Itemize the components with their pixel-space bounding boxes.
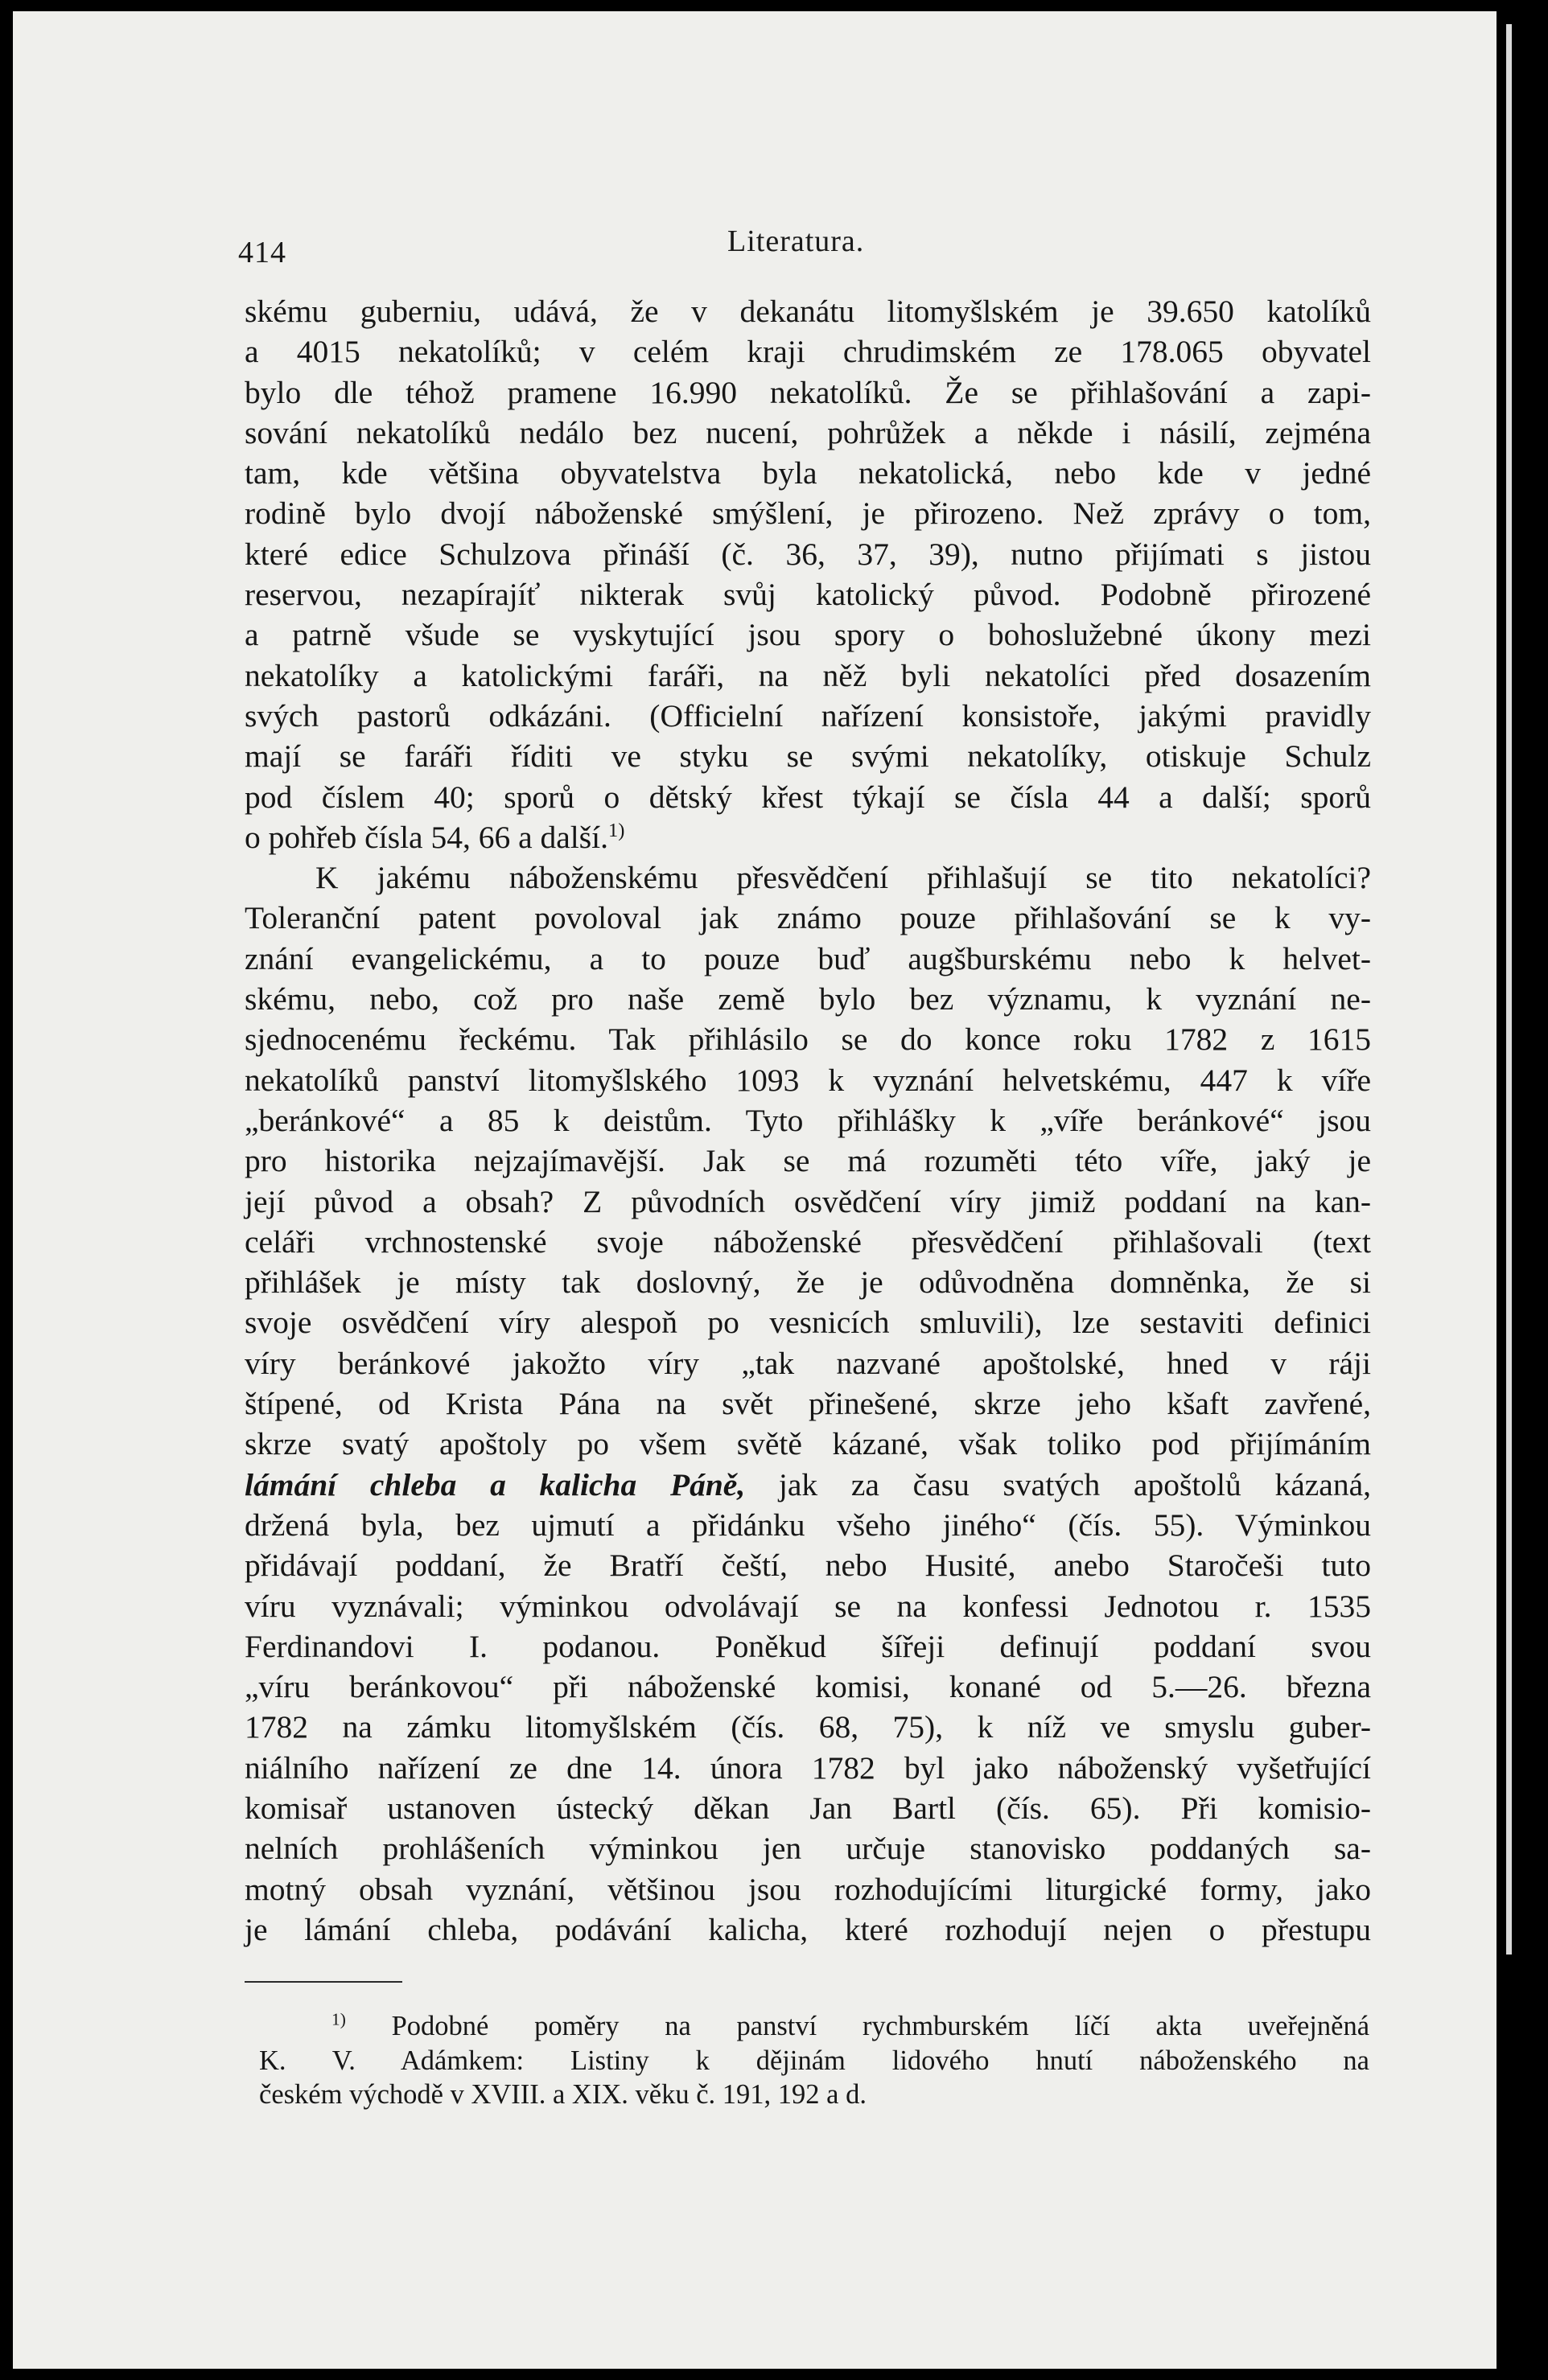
- text-line: motný obsah vyznání, většinou jsou rozhodujícími liturgické formy, jako: [245, 1871, 1371, 1907]
- text-line: sování nekatolíků nedálo bez nucení, pohrůžek a někde i násilí, zejména: [245, 414, 1371, 450]
- text-line: rodině bylo dvojí náboženské smýšlení, je přirozeno. Než zprávy o tom,: [245, 495, 1371, 532]
- text-line: skrze svatý apoštoly po všem světě kázané, však toliko pod přijímáním: [245, 1426, 1371, 1462]
- footnote-reference: 1): [607, 819, 625, 841]
- text-line: víru vyznávali; výminkou odvolávají se na konfessi Jednotou r. 1535: [245, 1588, 1371, 1624]
- text-line: pro historika nejzajímavější. Jak se má rozuměti této víře, jaký je: [245, 1143, 1371, 1179]
- footnote-text: Podobné poměry na panství rychmburském líčí akta uveřejněná: [391, 2011, 1370, 2041]
- text-line-with-emphasis: [245, 1465, 1371, 1505]
- text-line: „beránkové“ a 85 k deistům. Tyto přihlášky k „víře beránkové“ jsou: [245, 1102, 1371, 1138]
- text-line: celáři vrchnostenské svoje náboženské přesvědčení přihlašovali (text: [245, 1223, 1371, 1260]
- text-line: tam, kde většina obyvatelstva byla nekatolická, nebo kde v jedné: [245, 455, 1371, 491]
- running-header: [238, 224, 1368, 272]
- text-line: skému, nebo, což pro naše země bylo bez významu, k vyznání ne-: [245, 981, 1371, 1017]
- text-line-continuation: jak za času svatých apoštolů kázaná,: [745, 1466, 1371, 1502]
- text-line: které edice Schulzova přináší (č. 36, 37, 39), nutno přijímati s jistou: [245, 536, 1371, 572]
- text-line: štípené, od Krista Pána na svět přinešené, skrze jeho kšaft zavřené,: [245, 1386, 1371, 1422]
- text-line: niálního nařízení ze dne 14. února 1782 byl jako náboženský vyšetřující: [245, 1749, 1371, 1786]
- running-title: Literatura.: [727, 224, 865, 258]
- text-line: svoje osvědčení víry alespoň po vesnicích smluvili), lze sestaviti definici: [245, 1305, 1371, 1341]
- text-line: o pohřeb čísla 54, 66 a další.: [245, 819, 608, 855]
- text-line: nelních prohlášeních výminkou jen určuje stanovisko poddaných sa-: [245, 1831, 1371, 1867]
- text-line: „víru beránkovou“ při náboženské komisi, konané od 5.—26. března: [245, 1669, 1371, 1705]
- text-line: přidávají poddaní, že Bratří čeští, nebo Husité, anebo Staročeši tuto: [245, 1548, 1371, 1584]
- text-line: její původ a obsah? Z původních osvědčení víry jimiž poddaní na kan-: [245, 1183, 1371, 1219]
- text-line: mají se faráři říditi ve styku se svými nekatolíky, otiskuje Schulz: [245, 738, 1371, 775]
- text-line: Toleranční patent povoloval jak známo pouze přihlašování se k vy-: [245, 900, 1371, 936]
- page-number: 414: [238, 236, 286, 269]
- text-line: Ferdinandovi I. podanou. Poněkud šířeji definují poddaní svou: [245, 1628, 1371, 1664]
- scan-edge: [1506, 24, 1512, 1955]
- body-text: [245, 291, 1371, 1950]
- footnote-line: [259, 2009, 1369, 2044]
- text-line: sjednocenému řeckému. Tak přihlásilo se do konce roku 1782 z 1615: [245, 1021, 1371, 1058]
- footnotes: [259, 2009, 1369, 2112]
- text-line: pod číslem 40; sporů o dětský křest týkají se čísla 44 a další; sporů: [245, 779, 1371, 815]
- footnote-line: K. V. Adámkem: Listiny k dějinám lidového hnutí náboženského na: [259, 2045, 1369, 2076]
- paragraph-end-line: [245, 817, 1371, 857]
- text-line: 1782 na zámku litomyšlském (čís. 68, 75), k níž ve smyslu guber-: [245, 1709, 1371, 1745]
- text-line: skému guberniu, udává, že v dekanátu litomyšlském je 39.650 katolíků: [245, 294, 1371, 329]
- paragraph-start-line: K jakému náboženskému přesvědčení přihlašují se tito nekatolíci?: [315, 860, 1371, 896]
- footnote-divider: [245, 1981, 402, 1983]
- text-line: reservou, nezapírajíť nikterak svůj katolický původ. Podobně přirozené: [245, 577, 1371, 613]
- text-line: a patrně všude se vyskytující jsou spory o bohoslužebné úkony mezi: [245, 617, 1371, 653]
- text-line: je lámání chleba, podávání kalicha, které rozhodují nejen o přestupu: [245, 1911, 1371, 1947]
- footnote-line: českém východě v XVIII. a XIX. věku č. 191, 192 a d.: [259, 2079, 867, 2110]
- text-line: nekatolíků panství litomyšlského 1093 k vyznání helvetskému, 447 k víře: [245, 1062, 1371, 1098]
- text-line: znání evangelickému, a to pouze buď augšburskému nebo k helvet-: [245, 940, 1371, 976]
- text-line: komisař ustanoven ústecký děkan Jan Bartl (čís. 65). Při komisio-: [245, 1790, 1371, 1826]
- text-line: a 4015 nekatolíků; v celém kraji chrudimském ze 178.065 obyvatel: [245, 334, 1371, 370]
- text-line: bylo dle téhož pramene 16.990 nekatolíků. Že se přihlašování a zapi-: [245, 374, 1371, 410]
- text-line: víry beránkové jakožto víry „tak nazvané apoštolské, hned v ráji: [245, 1345, 1371, 1381]
- text-line: svých pastorů odkázáni. (Officielní nařízení konsistoře, jakými pravidly: [245, 697, 1371, 734]
- text-line: nekatolíky a katolickými faráři, na něž byli nekatolíci před dosazením: [245, 657, 1371, 693]
- text-line: držená byla, bez ujmutí a přidánku všeho jiného“ (čís. 55). Výminkou: [245, 1507, 1371, 1543]
- emphasized-phrase: lámání chleba a kalicha Páně,: [245, 1466, 746, 1502]
- text-line: přihlášek je místy tak doslovný, že je odůvodněna domněnka, že si: [245, 1264, 1371, 1301]
- footnote-marker: 1): [331, 2009, 346, 2029]
